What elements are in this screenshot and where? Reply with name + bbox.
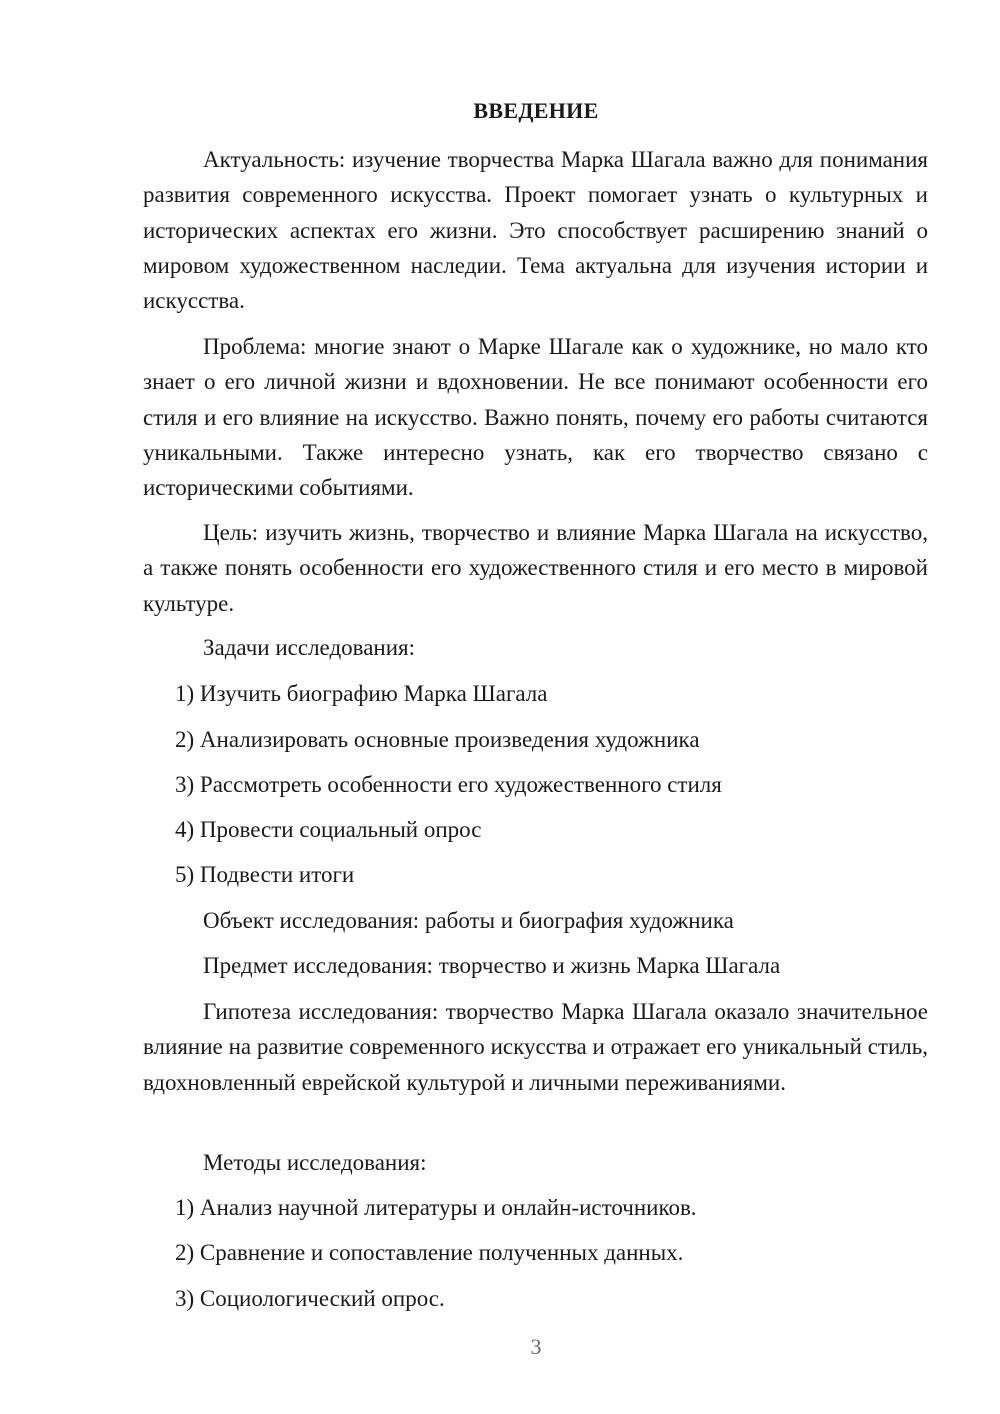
task-item: 3) Рассмотреть особенности его художественного стиля (175, 772, 722, 797)
task-item: 2) Анализировать основные произведения художника (175, 727, 700, 752)
method-item: 2) Сравнение и сопоставление полученных данных. (175, 1240, 684, 1265)
hypothesis-paragraph: Гипотеза исследования: творчество Марка Шагала оказало значительное влияние на развитие современного искусства и отражает его уникальный стиль, вдохновленный еврейской культурой и личными переживаниями. (143, 999, 928, 1095)
tasks-heading: Задачи исследования: (203, 635, 416, 660)
goal-paragraph: Цель: изучить жизнь, творчество и влияние Марка Шагала на искусство, а также понять особенности его художественного стиля и его место в мировой культуре. (143, 520, 928, 616)
section-title: ВВЕДЕНИЕ (473, 98, 599, 123)
page-number: 3 (530, 1334, 542, 1359)
task-item: 5) Подвести итоги (175, 862, 355, 887)
relevance-paragraph: Актуальность: изучение творчества Марка Шагала важно для понимания развития современного искусства. Проект помогает узнать о культурных и исторических аспектах его жизни. Это способствует расширению знаний о мировом художественном наследии. Тема актуальна для изучения истории и искусства. (143, 147, 928, 314)
method-item: 3) Социологический опрос. (175, 1286, 445, 1311)
research-subject: Предмет исследования: творчество и жизнь Марка Шагала (203, 953, 781, 978)
task-item: 4) Провести социальный опрос (175, 817, 482, 842)
methods-heading: Методы исследования: (203, 1150, 427, 1175)
method-item: 1) Анализ научной литературы и онлайн-источников. (175, 1195, 697, 1220)
research-object: Объект исследования: работы и биография художника (203, 908, 734, 933)
problem-paragraph: Проблема: многие знают о Марке Шагале как о художнике, но мало кто знает о его личной жизни и вдохновении. Не все понимают особенности его стиля и его влияние на искусство. Важно понять, почему его работы считаются уникальными. Также интересно узнать, как его творчество связано с историческими событиями. (143, 334, 928, 501)
task-item: 1) Изучить биографию Марка Шагала (175, 681, 548, 706)
